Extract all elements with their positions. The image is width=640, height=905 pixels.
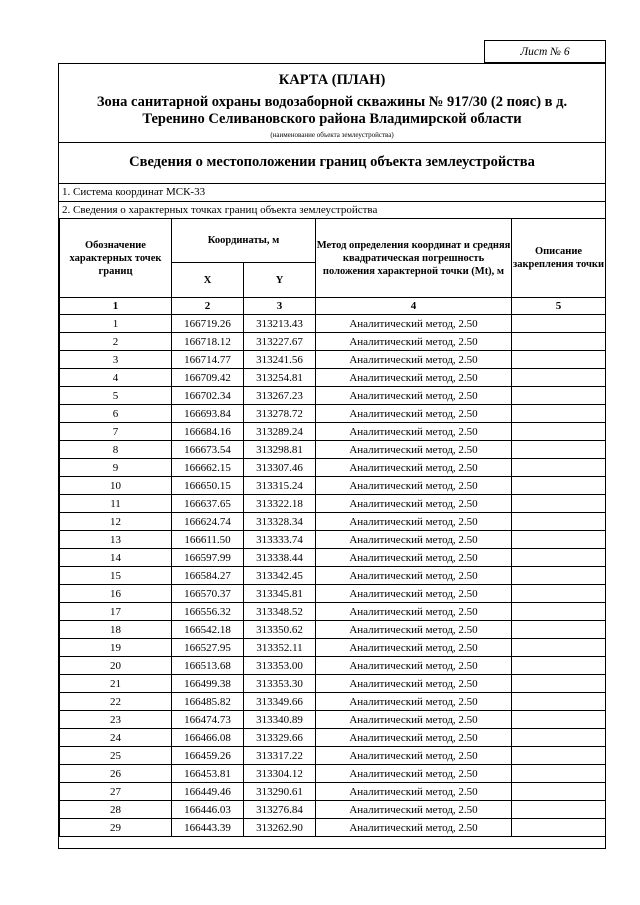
x-coordinate: 166624.74 bbox=[172, 513, 244, 531]
table-row bbox=[60, 459, 606, 477]
description-cell bbox=[512, 477, 606, 495]
description-cell bbox=[512, 729, 606, 747]
zone-description bbox=[59, 94, 605, 128]
method-cell: Аналитический метод, 2.50 bbox=[316, 801, 512, 819]
method-cell: Аналитический метод, 2.50 bbox=[316, 675, 512, 693]
point-number: 24 bbox=[60, 729, 172, 747]
point-number: 28 bbox=[60, 801, 172, 819]
method-cell: Аналитический метод, 2.50 bbox=[316, 405, 512, 423]
description-cell bbox=[512, 801, 606, 819]
method-cell: Аналитический метод, 2.50 bbox=[316, 513, 512, 531]
description-cell bbox=[512, 351, 606, 369]
y-coordinate: 313342.45 bbox=[244, 567, 316, 585]
method-cell: Аналитический метод, 2.50 bbox=[316, 477, 512, 495]
y-coordinate: 313267.23 bbox=[244, 387, 316, 405]
method-cell: Аналитический метод, 2.50 bbox=[316, 441, 512, 459]
point-number: 21 bbox=[60, 675, 172, 693]
point-number: 16 bbox=[60, 585, 172, 603]
point-number: 15 bbox=[60, 567, 172, 585]
table-row bbox=[60, 495, 606, 513]
x-coordinate: 166718.12 bbox=[172, 333, 244, 351]
method-cell: Аналитический метод, 2.50 bbox=[316, 387, 512, 405]
point-number: 9 bbox=[60, 459, 172, 477]
point-number: 8 bbox=[60, 441, 172, 459]
table-row bbox=[60, 567, 606, 585]
column-number: 4 bbox=[316, 298, 512, 315]
method-cell: Аналитический метод, 2.50 bbox=[316, 423, 512, 441]
table-row bbox=[60, 657, 606, 675]
point-number: 25 bbox=[60, 747, 172, 765]
column-number: 2 bbox=[172, 298, 244, 315]
x-coordinate: 166570.37 bbox=[172, 585, 244, 603]
method-cell: Аналитический метод, 2.50 bbox=[316, 459, 512, 477]
x-coordinate: 166693.84 bbox=[172, 405, 244, 423]
header-designation: Обозначение характерных точек границ bbox=[60, 219, 172, 298]
table-row bbox=[60, 351, 606, 369]
column-number: 5 bbox=[512, 298, 606, 315]
point-number: 12 bbox=[60, 513, 172, 531]
table-row bbox=[60, 513, 606, 531]
x-coordinate: 166513.68 bbox=[172, 657, 244, 675]
object-caption: (наименование объекта землеустройства) bbox=[270, 131, 394, 139]
table-row bbox=[60, 549, 606, 567]
x-coordinate: 166637.65 bbox=[172, 495, 244, 513]
point-number: 6 bbox=[60, 405, 172, 423]
y-coordinate: 313278.72 bbox=[244, 405, 316, 423]
y-coordinate: 313338.44 bbox=[244, 549, 316, 567]
method-cell: Аналитический метод, 2.50 bbox=[316, 495, 512, 513]
method-cell: Аналитический метод, 2.50 bbox=[316, 729, 512, 747]
table-row bbox=[60, 441, 606, 459]
x-coordinate: 166466.08 bbox=[172, 729, 244, 747]
x-coordinate: 166446.03 bbox=[172, 801, 244, 819]
x-coordinate: 166453.81 bbox=[172, 765, 244, 783]
description-cell bbox=[512, 765, 606, 783]
method-cell: Аналитический метод, 2.50 bbox=[316, 585, 512, 603]
y-coordinate: 313254.81 bbox=[244, 369, 316, 387]
table-body bbox=[60, 315, 606, 837]
table-row bbox=[60, 711, 606, 729]
y-coordinate: 313315.24 bbox=[244, 477, 316, 495]
header-description: Описание закрепления точки bbox=[512, 219, 606, 298]
point-number: 19 bbox=[60, 639, 172, 657]
description-cell bbox=[512, 459, 606, 477]
table-row bbox=[60, 387, 606, 405]
document-frame bbox=[58, 63, 606, 849]
header-x: X bbox=[172, 263, 244, 298]
point-number: 7 bbox=[60, 423, 172, 441]
table-row bbox=[60, 621, 606, 639]
method-cell: Аналитический метод, 2.50 bbox=[316, 369, 512, 387]
y-coordinate: 313353.00 bbox=[244, 657, 316, 675]
x-coordinate: 166527.95 bbox=[172, 639, 244, 657]
y-coordinate: 313289.24 bbox=[244, 423, 316, 441]
table-row bbox=[60, 819, 606, 837]
header-method: Метод определения координат и средняя квадратическая погрешность положения характерной точки (Mt), м bbox=[316, 219, 512, 298]
coordinate-system: 1. Система координат МСК-33 bbox=[59, 183, 605, 202]
point-number: 13 bbox=[60, 531, 172, 549]
points-info: 2. Сведения о характерных точках границ объекта землеустройства bbox=[62, 204, 378, 216]
y-coordinate: 313307.46 bbox=[244, 459, 316, 477]
point-number: 29 bbox=[60, 819, 172, 837]
y-coordinate: 313340.89 bbox=[244, 711, 316, 729]
point-number: 10 bbox=[60, 477, 172, 495]
y-coordinate: 313322.18 bbox=[244, 495, 316, 513]
sheet-number: Лист № 6 bbox=[484, 40, 606, 63]
map-header bbox=[59, 64, 605, 143]
description-cell bbox=[512, 747, 606, 765]
description-cell bbox=[512, 585, 606, 603]
point-number: 23 bbox=[60, 711, 172, 729]
x-coordinate: 166709.42 bbox=[172, 369, 244, 387]
map-title: КАРТА (ПЛАН) bbox=[278, 72, 386, 88]
y-coordinate: 313290.61 bbox=[244, 783, 316, 801]
x-coordinate: 166673.54 bbox=[172, 441, 244, 459]
y-coordinate: 313262.90 bbox=[244, 819, 316, 837]
point-number: 20 bbox=[60, 657, 172, 675]
y-coordinate: 313349.66 bbox=[244, 693, 316, 711]
description-cell bbox=[512, 657, 606, 675]
method-cell: Аналитический метод, 2.50 bbox=[316, 693, 512, 711]
table-row bbox=[60, 729, 606, 747]
coordinates-table bbox=[59, 218, 606, 837]
description-cell bbox=[512, 513, 606, 531]
y-coordinate: 313350.62 bbox=[244, 621, 316, 639]
y-coordinate: 313328.34 bbox=[244, 513, 316, 531]
x-coordinate: 166684.16 bbox=[172, 423, 244, 441]
method-cell: Аналитический метод, 2.50 bbox=[316, 315, 512, 333]
y-coordinate: 313345.81 bbox=[244, 585, 316, 603]
y-coordinate: 313298.81 bbox=[244, 441, 316, 459]
description-cell bbox=[512, 711, 606, 729]
method-cell: Аналитический метод, 2.50 bbox=[316, 747, 512, 765]
description-cell bbox=[512, 675, 606, 693]
description-cell bbox=[512, 369, 606, 387]
point-number: 4 bbox=[60, 369, 172, 387]
method-cell: Аналитический метод, 2.50 bbox=[316, 603, 512, 621]
table-row bbox=[60, 693, 606, 711]
table-row bbox=[60, 675, 606, 693]
x-coordinate: 166597.99 bbox=[172, 549, 244, 567]
column-number: 1 bbox=[60, 298, 172, 315]
description-cell bbox=[512, 603, 606, 621]
table-row bbox=[60, 369, 606, 387]
y-coordinate: 313352.11 bbox=[244, 639, 316, 657]
y-coordinate: 313353.30 bbox=[244, 675, 316, 693]
y-coordinate: 313241.56 bbox=[244, 351, 316, 369]
header-coordinates: Координаты, м bbox=[172, 219, 316, 263]
point-number: 27 bbox=[60, 783, 172, 801]
method-cell: Аналитический метод, 2.50 bbox=[316, 351, 512, 369]
point-number: 3 bbox=[60, 351, 172, 369]
x-coordinate: 166443.39 bbox=[172, 819, 244, 837]
table-row bbox=[60, 747, 606, 765]
description-cell bbox=[512, 549, 606, 567]
y-coordinate: 313213.43 bbox=[244, 315, 316, 333]
x-coordinate: 166611.50 bbox=[172, 531, 244, 549]
description-cell bbox=[512, 387, 606, 405]
x-coordinate: 166719.26 bbox=[172, 315, 244, 333]
column-number: 3 bbox=[244, 298, 316, 315]
point-number: 14 bbox=[60, 549, 172, 567]
x-coordinate: 166474.73 bbox=[172, 711, 244, 729]
point-number: 18 bbox=[60, 621, 172, 639]
table-row bbox=[60, 765, 606, 783]
y-coordinate: 313333.74 bbox=[244, 531, 316, 549]
method-cell: Аналитический метод, 2.50 bbox=[316, 621, 512, 639]
description-cell bbox=[512, 495, 606, 513]
description-cell bbox=[512, 315, 606, 333]
method-cell: Аналитический метод, 2.50 bbox=[316, 567, 512, 585]
x-coordinate: 166714.77 bbox=[172, 351, 244, 369]
x-coordinate: 166702.34 bbox=[172, 387, 244, 405]
description-cell bbox=[512, 423, 606, 441]
method-cell: Аналитический метод, 2.50 bbox=[316, 819, 512, 837]
table-row bbox=[60, 315, 606, 333]
table-row bbox=[60, 801, 606, 819]
method-cell: Аналитический метод, 2.50 bbox=[316, 783, 512, 801]
y-coordinate: 313317.22 bbox=[244, 747, 316, 765]
method-cell: Аналитический метод, 2.50 bbox=[316, 765, 512, 783]
description-cell bbox=[512, 693, 606, 711]
description-cell bbox=[512, 333, 606, 351]
table-row bbox=[60, 639, 606, 657]
table-row bbox=[60, 333, 606, 351]
table-row bbox=[60, 585, 606, 603]
description-cell bbox=[512, 783, 606, 801]
zone-line-1: Зона санитарной охраны водозаборной скважины № 917/30 (2 пояс) в д. bbox=[96, 94, 568, 110]
description-cell bbox=[512, 531, 606, 549]
point-number: 11 bbox=[60, 495, 172, 513]
x-coordinate: 166449.46 bbox=[172, 783, 244, 801]
point-number: 26 bbox=[60, 765, 172, 783]
point-number: 5 bbox=[60, 387, 172, 405]
method-cell: Аналитический метод, 2.50 bbox=[316, 711, 512, 729]
point-number: 2 bbox=[60, 333, 172, 351]
table-row bbox=[60, 603, 606, 621]
table-row bbox=[60, 783, 606, 801]
method-cell: Аналитический метод, 2.50 bbox=[316, 549, 512, 567]
section-title: Сведения о местоположении границ объекта землеустройства bbox=[59, 142, 605, 184]
table-row bbox=[60, 531, 606, 549]
description-cell bbox=[512, 567, 606, 585]
x-coordinate: 166542.18 bbox=[172, 621, 244, 639]
method-cell: Аналитический метод, 2.50 bbox=[316, 531, 512, 549]
x-coordinate: 166556.32 bbox=[172, 603, 244, 621]
description-cell bbox=[512, 405, 606, 423]
point-number: 22 bbox=[60, 693, 172, 711]
y-coordinate: 313276.84 bbox=[244, 801, 316, 819]
description-cell bbox=[512, 639, 606, 657]
table-row bbox=[60, 477, 606, 495]
zone-line-2: Теренино Селивановского района Владимирской области bbox=[142, 111, 522, 127]
method-cell: Аналитический метод, 2.50 bbox=[316, 657, 512, 675]
x-coordinate: 166485.82 bbox=[172, 693, 244, 711]
description-cell bbox=[512, 819, 606, 837]
y-coordinate: 313227.67 bbox=[244, 333, 316, 351]
point-number: 1 bbox=[60, 315, 172, 333]
y-coordinate: 313348.52 bbox=[244, 603, 316, 621]
x-coordinate: 166662.15 bbox=[172, 459, 244, 477]
table-row bbox=[60, 405, 606, 423]
y-coordinate: 313329.66 bbox=[244, 729, 316, 747]
x-coordinate: 166650.15 bbox=[172, 477, 244, 495]
x-coordinate: 166584.27 bbox=[172, 567, 244, 585]
description-cell bbox=[512, 441, 606, 459]
x-coordinate: 166499.38 bbox=[172, 675, 244, 693]
method-cell: Аналитический метод, 2.50 bbox=[316, 333, 512, 351]
y-coordinate: 313304.12 bbox=[244, 765, 316, 783]
table-row bbox=[60, 423, 606, 441]
point-number: 17 bbox=[60, 603, 172, 621]
x-coordinate: 166459.26 bbox=[172, 747, 244, 765]
description-cell bbox=[512, 621, 606, 639]
header-y: Y bbox=[244, 263, 316, 298]
method-cell: Аналитический метод, 2.50 bbox=[316, 639, 512, 657]
